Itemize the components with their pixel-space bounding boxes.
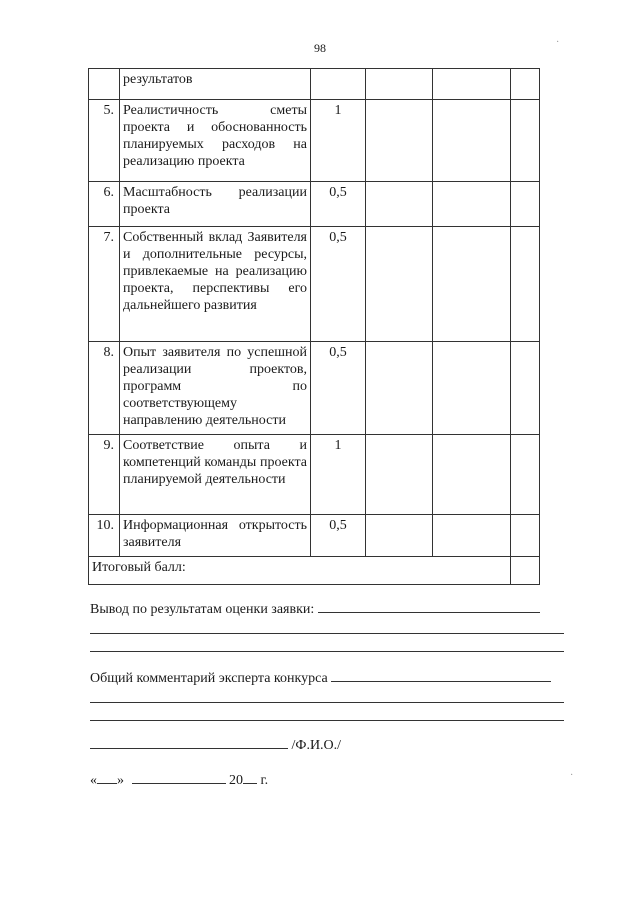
- date-year-suffix: г.: [260, 773, 269, 788]
- date-month-field[interactable]: [132, 783, 226, 784]
- row-number: 7.: [89, 227, 120, 342]
- score-cell: [433, 342, 511, 435]
- table-row: [89, 182, 540, 227]
- table-row: [89, 69, 540, 100]
- row-number: 10.: [89, 515, 120, 557]
- date-day-field[interactable]: [97, 783, 117, 784]
- criterion-name: Соответствие опыта и компетенций команды проекта планируемой деятельности: [120, 435, 311, 515]
- row-number: 6.: [89, 182, 120, 227]
- date-quote-open: «: [90, 773, 97, 788]
- score-cell: [511, 435, 540, 515]
- score-cell: [433, 100, 511, 182]
- comment-field[interactable]: [90, 720, 564, 721]
- signature-field[interactable]: [90, 748, 288, 749]
- criterion-name: Масштабность реализации проекта: [120, 182, 311, 227]
- criterion-name: Собственный вклад Заявителя и дополнительные ресурсы, привлекаемые на реализацию проекта, перспективы его дальнейшего развития: [120, 227, 311, 342]
- criterion-weight: 0,5: [311, 515, 366, 557]
- score-cell: [511, 342, 540, 435]
- criterion-weight: 0,5: [311, 227, 366, 342]
- date-year-field[interactable]: [243, 783, 257, 784]
- score-cell: [366, 69, 433, 100]
- score-cell: [433, 435, 511, 515]
- table-row: [89, 342, 540, 435]
- comment-field[interactable]: [90, 702, 564, 703]
- row-number: [89, 69, 120, 100]
- criterion-weight: 1: [311, 435, 366, 515]
- score-cell: [511, 182, 540, 227]
- comment-label: Общий комментарий эксперта конкурса: [90, 671, 328, 686]
- conclusion-line: [90, 602, 540, 618]
- criterion-weight: 0,5: [311, 342, 366, 435]
- score-cell: [366, 182, 433, 227]
- conclusion-field[interactable]: [318, 612, 540, 613]
- criterion-weight: 0,5: [311, 182, 366, 227]
- score-cell: [433, 182, 511, 227]
- signature-line: [90, 738, 341, 754]
- total-row: [89, 557, 540, 585]
- score-cell: [511, 100, 540, 182]
- table-row: [89, 515, 540, 557]
- date-year-prefix: 20: [229, 773, 243, 788]
- score-cell: [433, 69, 511, 100]
- criterion-name: Информационная открытость заявителя: [120, 515, 311, 557]
- row-number: 8.: [89, 342, 120, 435]
- table-row: [89, 435, 540, 515]
- page-number: 98: [314, 41, 326, 55]
- scan-mark: ·: [570, 770, 574, 781]
- total-score-cell[interactable]: [511, 557, 540, 585]
- date-line: [90, 773, 268, 789]
- criterion-weight: 1: [311, 100, 366, 182]
- criteria-table: [88, 68, 540, 585]
- table-row: [89, 227, 540, 342]
- score-cell: [433, 515, 511, 557]
- conclusion-field[interactable]: [90, 651, 564, 652]
- score-cell: [366, 515, 433, 557]
- comment-line: [90, 671, 551, 687]
- conclusion-field[interactable]: [90, 633, 564, 634]
- score-cell: [366, 342, 433, 435]
- row-number: 9.: [89, 435, 120, 515]
- score-cell: [366, 435, 433, 515]
- score-cell: [511, 515, 540, 557]
- criterion-weight: [311, 69, 366, 100]
- comment-field[interactable]: [331, 681, 551, 682]
- signature-suffix: /Ф.И.О./: [291, 738, 342, 753]
- total-score-label: Итоговый балл:: [89, 557, 511, 585]
- conclusion-label: Вывод по результатам оценки заявки:: [90, 602, 315, 617]
- score-cell: [511, 69, 540, 100]
- score-cell: [366, 100, 433, 182]
- criterion-name: Реалистичность сметы проекта и обоснованность планируемых расходов на реализацию проекта: [120, 100, 311, 182]
- scan-mark: ·: [556, 37, 560, 48]
- score-cell: [433, 227, 511, 342]
- score-cell: [511, 227, 540, 342]
- table-row: [89, 100, 540, 182]
- date-quote-close: »: [117, 773, 124, 788]
- score-cell: [366, 227, 433, 342]
- criterion-name: результатов: [120, 69, 311, 100]
- criterion-name: Опыт заявителя по успешной реализации проектов, программ по соответствующему направлению деятельности: [120, 342, 311, 435]
- row-number: 5.: [89, 100, 120, 182]
